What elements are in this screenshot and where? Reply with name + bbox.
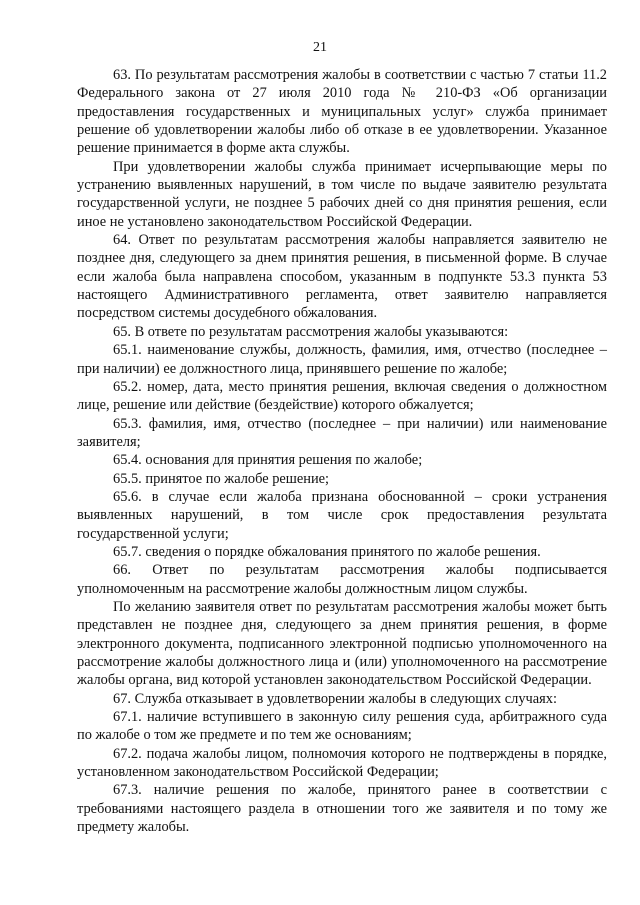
paragraph-65-6: 65.6. в случае если жалоба признана обоснованной – сроки устранения выявленных нарушений, в том числе срок предоставления результата государственной услуги; xyxy=(77,488,607,542)
paragraph-67-1: 67.1. наличие вступившего в законную силу решения суда, арбитражного суда по жалобе о том же предмете и по тем же основаниям; xyxy=(77,709,607,744)
paragraph-67: 67. Служба отказывает в удовлетворении жалобы в следующих случаях: xyxy=(113,690,557,707)
paragraph-65-7: 65.7. сведения о порядке обжалования принятого по жалобе решения. xyxy=(113,543,541,560)
paragraph-65-4: 65.4. основания для принятия решения по жалобе; xyxy=(113,452,423,469)
page-number: 21 xyxy=(313,40,327,55)
paragraph-66: 66. Ответ по результатам рассмотрения жалобы подписывается уполномоченным на рассмотрение жалобы должностным лицом службы. xyxy=(77,562,607,597)
paragraph-65-1: 65.1. наименование службы, должность, фамилия, имя, отчество (последнее – при наличии) ее должностного лица, принявшего решение по жалобе; xyxy=(77,342,607,377)
paragraph-63-remedy: При удовлетворении жалобы служба принимает исчерпывающие меры по устранению выявленных нарушений, в том числе по выдаче заявителю результата государственной услуги, не позднее 5 рабочих дней со дня принятия решения, если иное не установлено законодательством Российской Федерации. xyxy=(77,158,607,230)
paragraph-66-electronic: По желанию заявителя ответ по результатам рассмотрения жалобы может быть представлен не позднее дня, следующего за днем принятия решения, в форме электронного документа, подписанного электронной подписью уполномоченного на рассмотрение жалобы должностного лица и (или) уполномоченного на рассмотрение жалобы органа, вид которой установлен законодательством Российской Федерации. xyxy=(77,598,607,689)
paragraph-63: 63. По результатам рассмотрения жалобы в соответствии с частью 7 статьи 11.2 Федерального закона от 27 июля 2010 года № 210-ФЗ «Об организации предоставления государственных и муниципальных услуг» служба принимает решение об удовлетворении жалобы либо об отказе в ее удовлетворении. Указанное решение принимается в форме акта службы. xyxy=(77,67,607,157)
paragraph-65-5: 65.5. принятое по жалобе решение; xyxy=(113,470,330,487)
document-body xyxy=(77,66,607,836)
paragraph-65-3: 65.3. фамилия, имя, отчество (последнее – при наличии) или наименование заявителя; xyxy=(77,415,607,450)
paragraph-67-2: 67.2. подача жалобы лицом, полномочия которого не подтверждены в порядке, установленном законодательством Российской Федерации; xyxy=(77,745,607,781)
paragraph-65-2: 65.2. номер, дата, место принятия решения, включая сведения о должностном лице, решение или действие (бездействие) которого обжалуется; xyxy=(77,378,607,414)
paragraph-67-3: 67.3. наличие решения по жалобе, принятого ранее в соответствии с требованиями настоящего раздела в отношении того же заявителя и по тому же предмету жалобы. xyxy=(77,782,607,836)
paragraph-64: 64. Ответ по результатам рассмотрения жалобы направляется заявителю не позднее дня, следующего за днем принятия решения, в письменной форме. В случае если жалоба была направлена способом, указанным в подпункте 53.3 пункта 53 настоящего Административного регламента, ответ заявителю направляется посредством системы досудебного обжалования. xyxy=(77,232,607,322)
paragraph-65: 65. В ответе по результатам рассмотрения жалобы указываются: xyxy=(113,323,509,340)
